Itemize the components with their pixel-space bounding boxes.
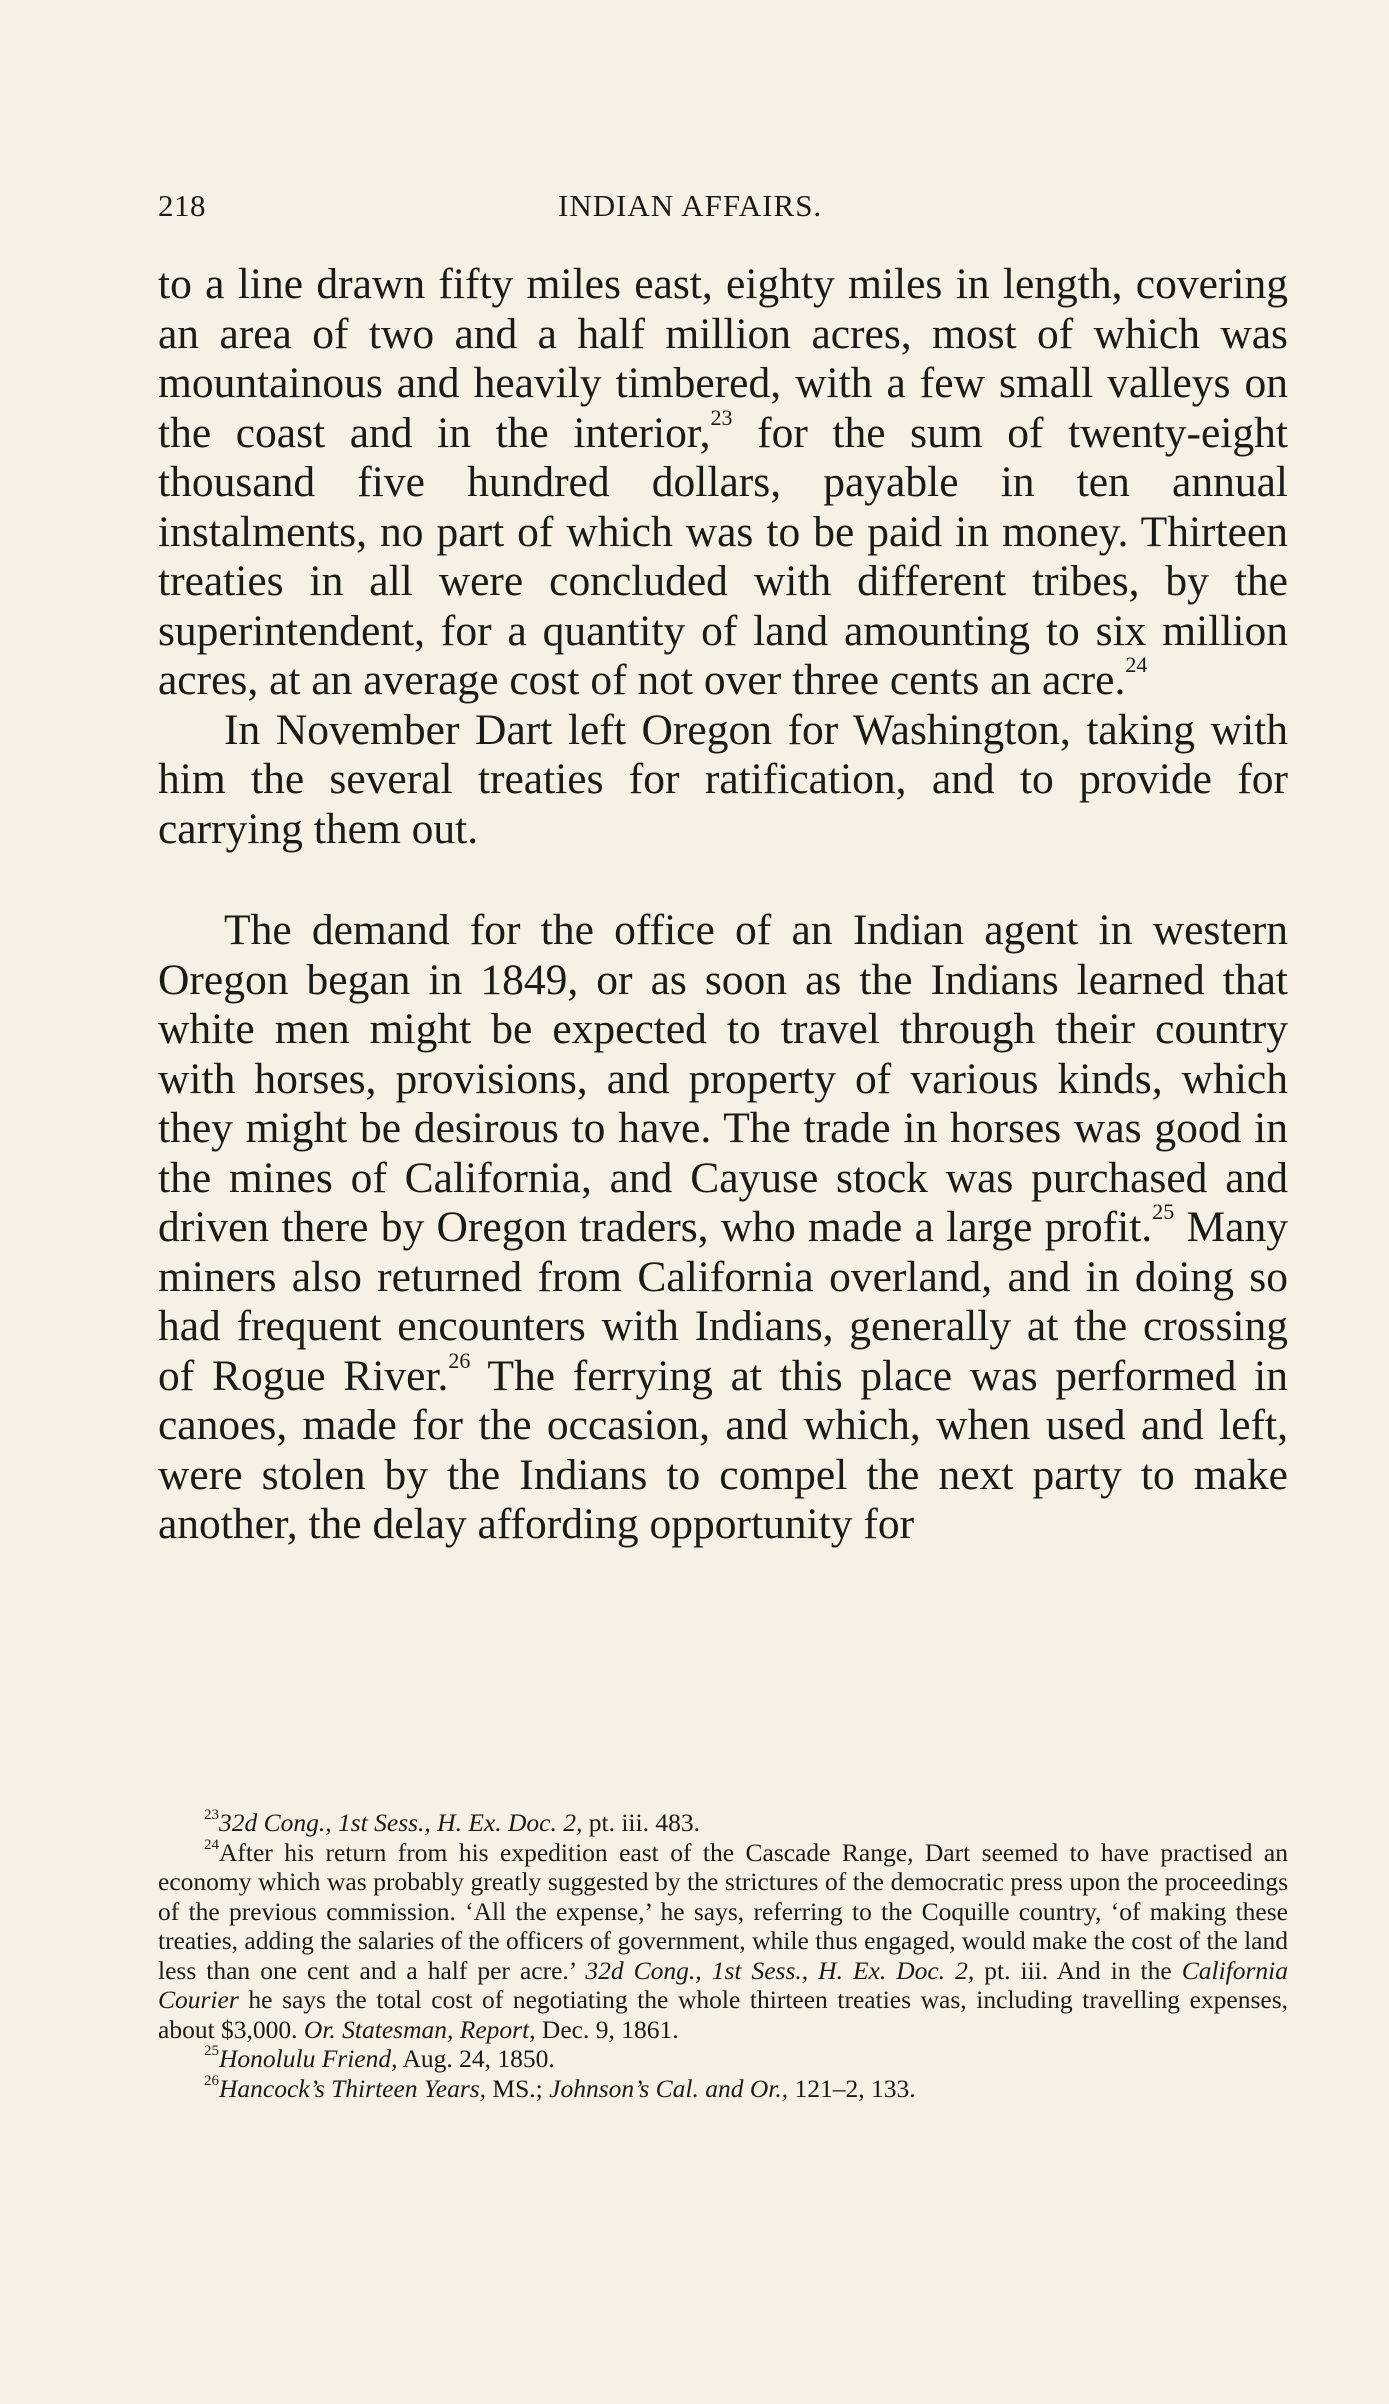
- footnote-23: [158, 1808, 1288, 1838]
- citation: Honolulu Friend,: [219, 2044, 398, 2073]
- text-run: to a line drawn fifty miles east, eighty miles in length, covering an area of two and a half million acres, most of which was mountainous and heavily timbered, with a few small valleys on the coast and in the interior,: [158, 260, 1288, 457]
- citation: Hancock’s Thirteen Years,: [219, 2073, 487, 2103]
- footnote-number: 26: [204, 2072, 219, 2089]
- footnote-ref-26: 26: [448, 1347, 471, 1373]
- citation: Johnson’s Cal. and Or.,: [549, 2073, 789, 2103]
- paragraph-2: In November Dart left Oregon for Washington, taking with him the several treaties for ratification, and to provide for carrying them out.: [158, 705, 1288, 853]
- citation: 32d Cong., 1st Sess., H. Ex. Doc. 2,: [585, 1955, 975, 1985]
- page-number: 218: [158, 188, 206, 223]
- text-run: pt. iii. 483.: [582, 1808, 700, 1837]
- text-run: The demand for the office of an Indian agent in western Oregon began in 1849, or as soon as the Indians learned that white men might be expected to travel through their country with horses, provisions, and property of various kinds, which they might be desirous to have. The trade in horses was good in the mines of California, and Cayuse stock was purchased and driven there by Oregon traders, who made a large profit.: [158, 906, 1288, 1251]
- footnote-number: 23: [204, 1807, 219, 1823]
- footnote-ref-25: 25: [1152, 1199, 1175, 1224]
- section-break: [158, 854, 1288, 906]
- text-run: MS.;: [486, 2073, 550, 2103]
- text-run: pt. iii. And in the: [974, 1955, 1182, 1985]
- text-run: he says the total cost of negotiating the whole thirteen treaties was, including travelling expenses, about $3,000.: [158, 1985, 1288, 2044]
- text-run: 121–2, 133.: [788, 2073, 916, 2103]
- main-text: [158, 260, 1288, 1550]
- citation: Or. Statesman, Report,: [303, 2014, 536, 2044]
- footnotes: [158, 1808, 1288, 2103]
- text-run: for the sum of twenty-eight thousand five hundred dollars, payable in ten annual instalments, no part of which was to be paid in money. Thirteen treaties in all were concluded with different tribes, by the superintendent, for a quantity of land amounting to six million acres, at an average cost of not over three cents an acre.: [158, 408, 1288, 704]
- footnote-25: [158, 2044, 1288, 2074]
- text-run: The ferrying at this place was performed in canoes, made for the occasion, and which, when used and left, were stolen by the Indians to compel the next party to make another, the delay affording opportunity for: [158, 1351, 1288, 1548]
- footnote-24: [158, 1838, 1288, 2045]
- footnote-ref-23: 23: [710, 404, 733, 430]
- text-run: Dec. 9, 1861.: [535, 2014, 679, 2044]
- page-header: [158, 188, 1288, 228]
- paragraph-1: [158, 260, 1288, 706]
- footnote-number: 25: [204, 2043, 219, 2059]
- citation: California Courier: [158, 1955, 1289, 2014]
- text-run: Many miners also returned from California overland, and in doing so had frequent encounters with Indians, generally at the crossing of Rogue River.: [158, 1203, 1288, 1400]
- running-head: INDIAN AFFAIRS.: [558, 188, 823, 223]
- text-run: Aug. 24, 1850.: [397, 2044, 555, 2073]
- footnote-ref-24: 24: [1125, 652, 1148, 677]
- citation: 32d Cong., 1st Sess., H. Ex. Doc. 2,: [219, 1808, 583, 1837]
- footnote-26: [158, 2074, 1288, 2104]
- footnote-number: 24: [204, 1836, 219, 1853]
- text-run: After his return from his expedition east of the Cascade Range, Dart seemed to have practised an economy which was probably greatly suggested by the strictures of the democratic press upon the proceedings of the previous commission. ‘All the expense,’ he says, referring to the Coquille country, ‘of making these treaties, adding the salaries of the officers of government, while thus engaged, would make the cost of the land less than one cent and a half per acre.’: [158, 1837, 1288, 1985]
- paragraph-3: [158, 906, 1288, 1550]
